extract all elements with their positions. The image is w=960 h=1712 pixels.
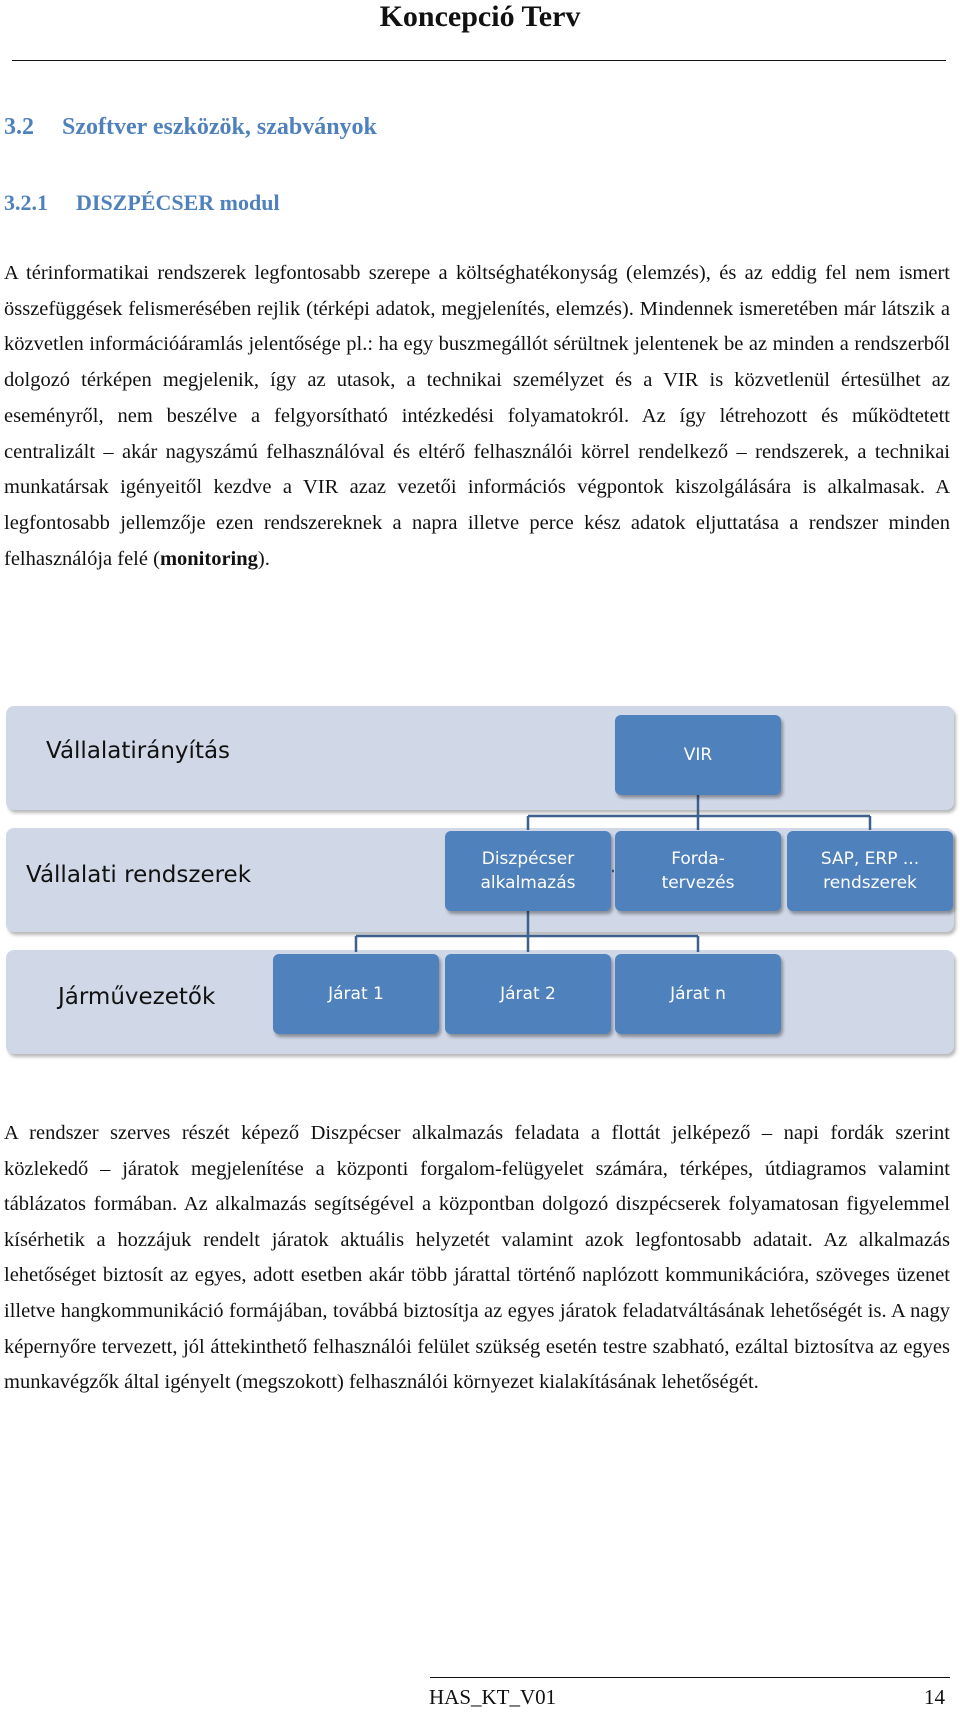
- connector-vir-to-systems: [528, 795, 870, 830]
- node-trip-n: Járat n: [615, 954, 781, 1034]
- paragraph-bold-term: monitoring: [159, 547, 258, 570]
- subsection-heading: [4, 189, 280, 217]
- node-vir: VIR: [615, 715, 781, 795]
- connector-dispatcher-to-trips: [356, 908, 698, 952]
- document-header-title: Koncepció Terv: [379, 0, 581, 33]
- body-paragraph-intro: [4, 256, 950, 577]
- node-forda-planning: Forda- tervezés: [615, 831, 781, 911]
- band-label-management: Vállalatirányítás: [46, 738, 231, 764]
- section-heading: [4, 112, 377, 142]
- node-sap-erp: SAP, ERP ... rendszerek: [787, 831, 953, 911]
- section-title: Szoftver eszközök, szabványok: [62, 114, 377, 140]
- node-trip-1: Járat 1: [273, 954, 439, 1034]
- paragraph-end: ).: [257, 547, 270, 570]
- section-number: 3.2: [4, 114, 34, 140]
- subsection-number: 3.2.1: [4, 190, 48, 215]
- band-label-enterprise-systems: Vállalati rendszerek: [26, 862, 252, 888]
- node-dispatcher-app: Diszpécser alkalmazás: [445, 831, 611, 911]
- band-label-drivers: Járművezetők: [58, 984, 216, 1010]
- body-paragraph-dispatcher: A rendszer szerves részét képező Diszpécser alkalmazás feladata a flottát jelképező – napi fordák szerint közlekedő – járatok megjelenítése a központi forgalom-felügyelet számára, térképes, útdiagramos valamint táblázatos formában. Az alkalmazás segítségével a központban dolgozó diszpécserek folyamatosan figyelemmel kísérhetik a hozzájuk rendelt járatok aktuális helyzetét valamint azok legfontosabb adatait. Az alkalmazás lehetőséget biztosít az egyes, adott esetben akár több járattal történő naplózott kommunikációra, szöveges üzenet illetve hangkommunikáció formájában, továbbá biztosítja az egyes járatok feladatváltásának lehetőségét is. A nagy képernyőre tervezett, jól áttekinthető felhasználói felület szükség esetén testre szabható, ezáltal biztosítva az egyes munkavégzők által igényelt (megszokott) felhasználói környezet kialakításának lehetőségét.: [4, 1122, 950, 1394]
- subsection-title: DISZPÉCSER modul: [76, 190, 280, 215]
- system-hierarchy-diagram: [0, 698, 960, 1058]
- footer-divider: [430, 1677, 950, 1678]
- footer-document-id: HAS_KT_V01: [429, 1685, 557, 1709]
- node-trip-2: Járat 2: [445, 954, 611, 1034]
- paragraph-text: A térinformatikai rendszerek legfontosabb szerepe a költséghatékonyság (elemzés), és az eddig fel nem ismert összefüggések felismerésében rejlik (térképi adatok, megjelenítés, elemzés). Mindennek ismeretében már látszik a közvetlen információáramlás jelentősége pl.: ha egy buszmegállót sérültnek jelentenek be az minden a rendszerből dolgozó térképen megjelenik, így az utasok, a technikai személyzet és a VIR is közvetlenül értesülhet az eseményről, nem beszélve a felgyorsítható intézkedési folyamatokról. Az így létrehozott és működtetett centralizált – akár nagyszámú felhasználóval és eltérő felhasználói körrel rendelkező – rendszerek, a technikai munkatársak igényeitől kezdve a VIR azaz vezetői információs végpontok kiszolgálására is alkalmasak. A legfontosabb jellemzője ezen rendszereknek a napra illetve perce kész adatok eljuttatása a rendszer minden felhasználója felé (: [4, 262, 950, 570]
- header-divider: [12, 60, 946, 61]
- footer-page-number: 14: [924, 1685, 945, 1709]
